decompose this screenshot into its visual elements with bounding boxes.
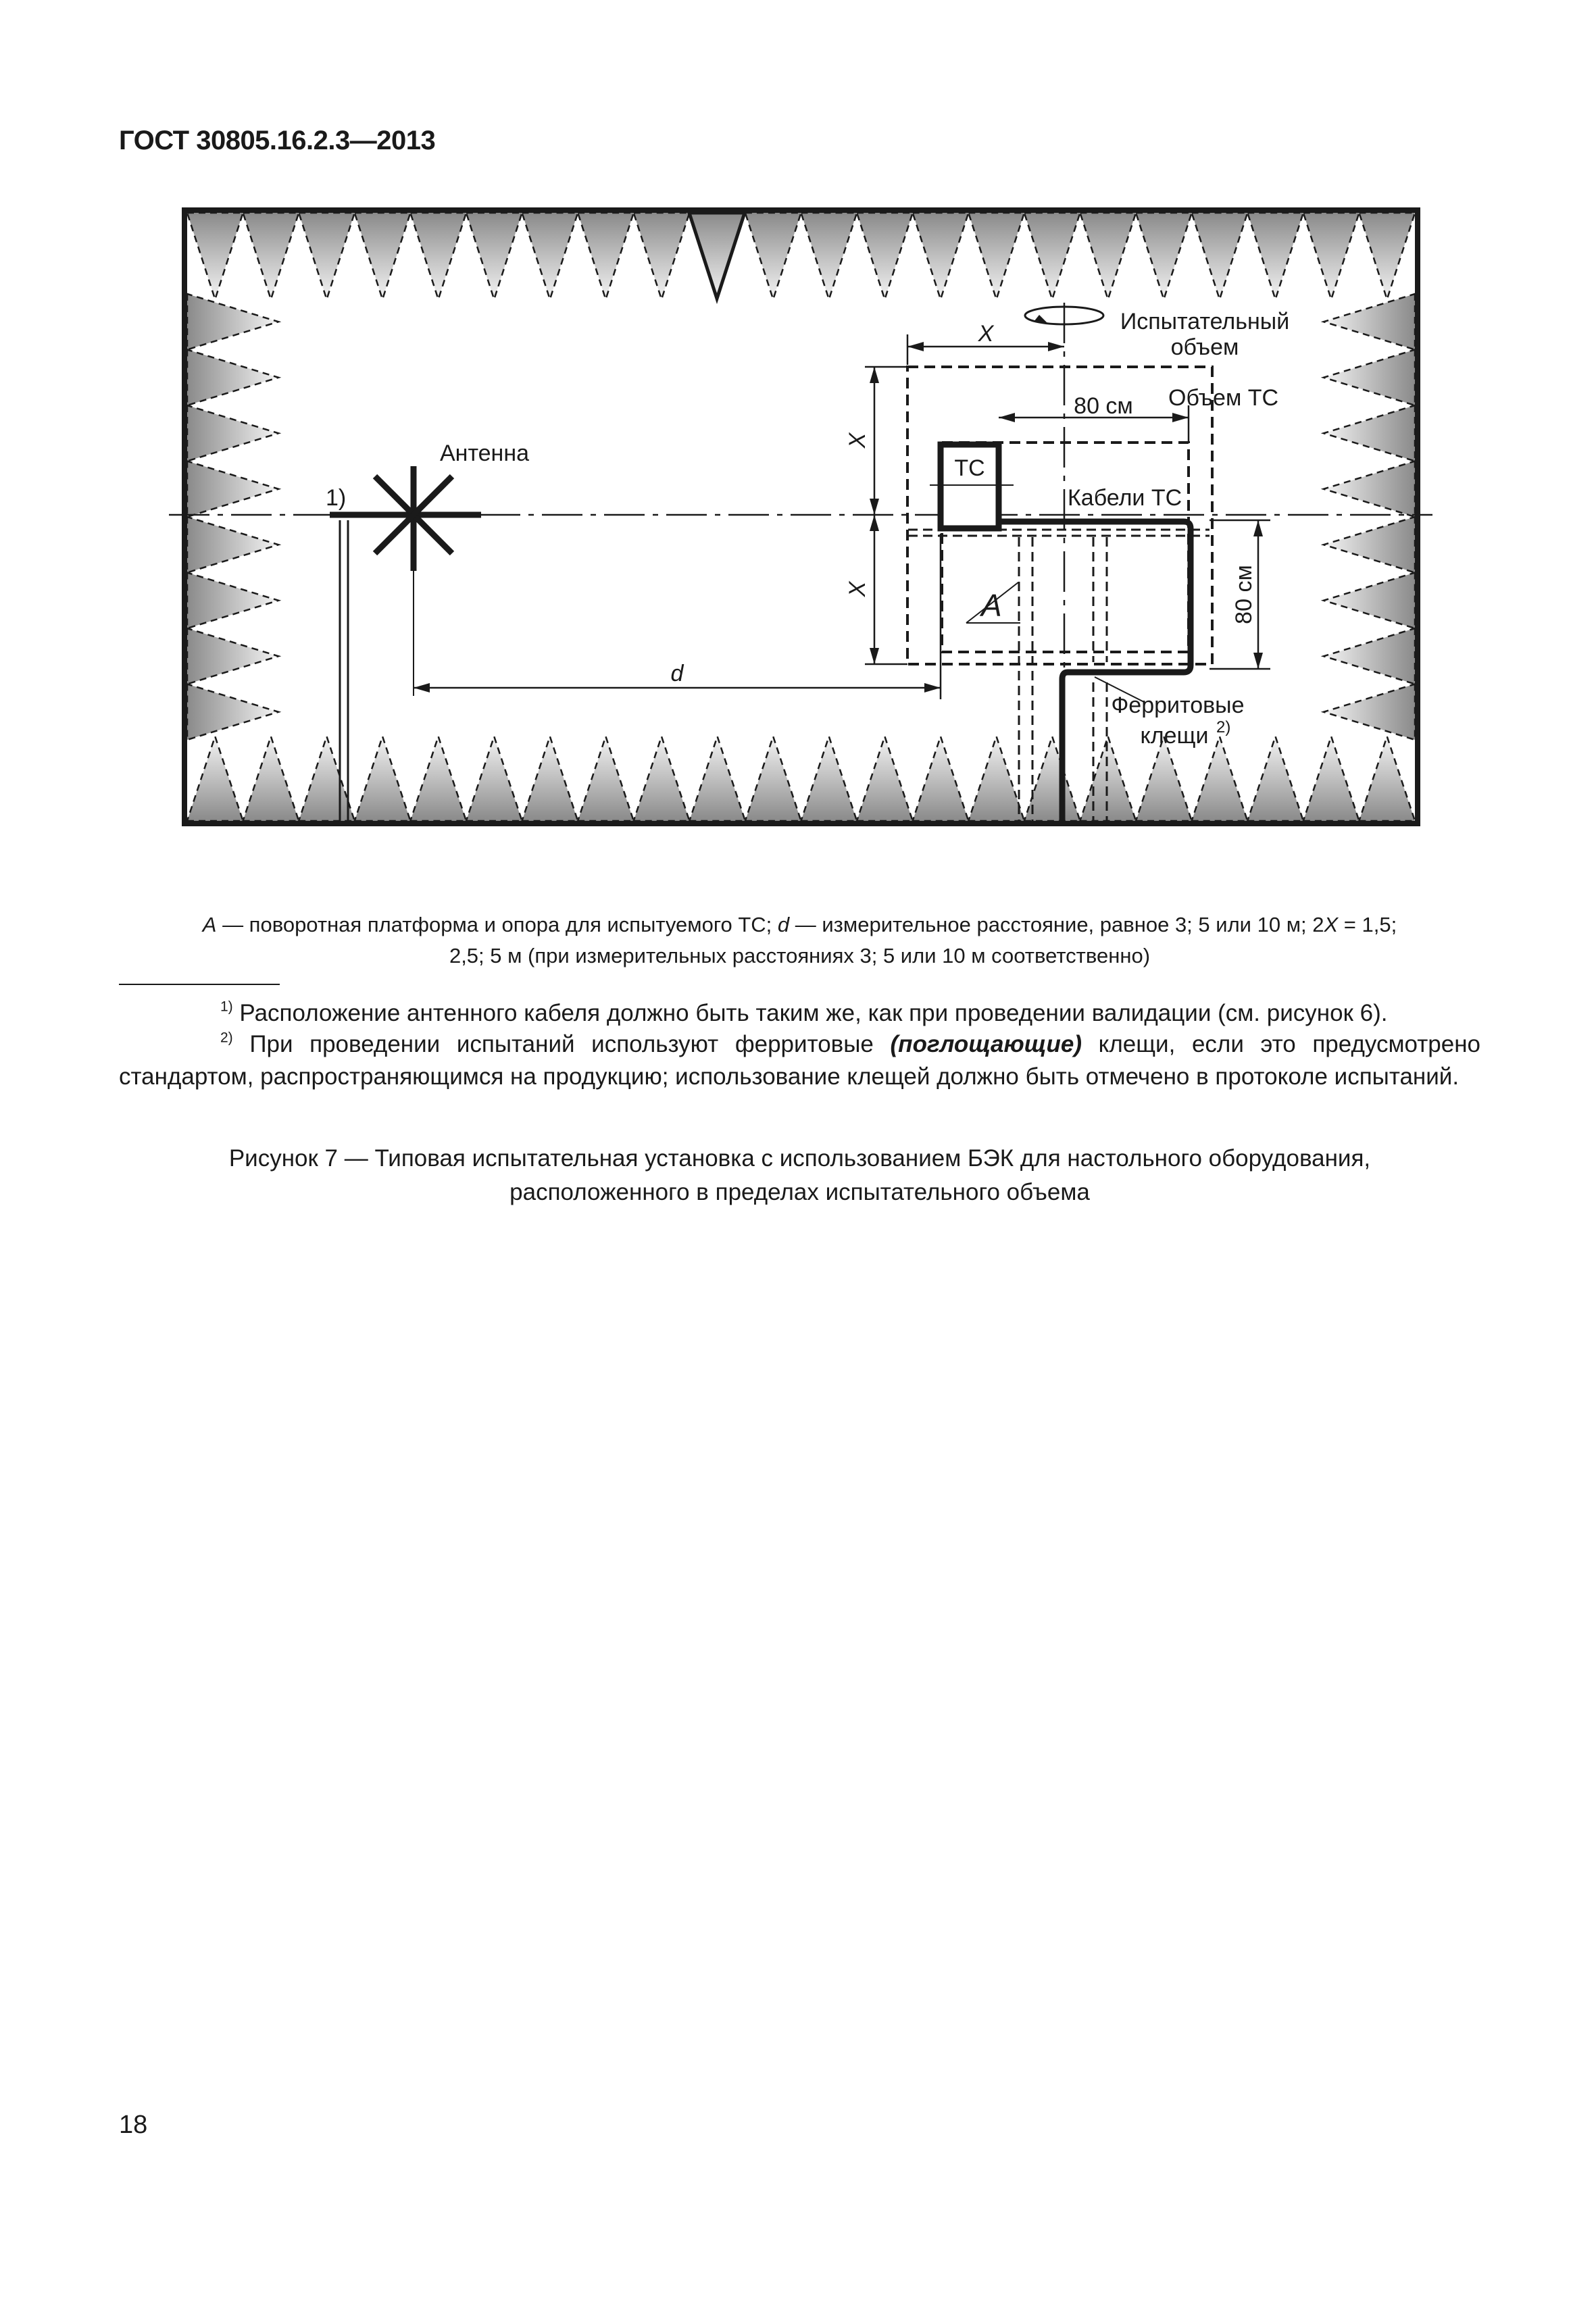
legend-x-text: = 1,5;	[1338, 913, 1397, 936]
absorber-cone	[522, 213, 578, 299]
absorber-cone	[801, 213, 857, 299]
absorber-cone	[578, 213, 634, 299]
absorber-cone	[187, 294, 278, 350]
footnote-1-text: Расположение антенного кабеля должно быть таким же, как при проведении валидации (см. рисунок 6).	[232, 1000, 1388, 1026]
absorber-cone	[187, 684, 278, 740]
absorber-cone	[745, 736, 801, 821]
platform-label: A	[981, 588, 1002, 623]
absorber-cone	[355, 736, 411, 821]
absorber-cone	[689, 736, 745, 821]
antenna-label: Антенна	[440, 441, 530, 466]
absorber-cone	[634, 736, 690, 821]
absorber-cone	[410, 736, 466, 821]
absorber-cone	[187, 350, 278, 406]
caption-line-1: Рисунок 7 — Типовая испытательная установка с использованием БЭК для настольного оборудования,	[228, 1145, 1371, 1172]
figure-legend	[119, 909, 1480, 972]
absorber-cone	[1324, 573, 1415, 629]
eut-volume-label: Объем ТС	[1168, 385, 1279, 411]
ferrite-footnote-marker: 2)	[1216, 718, 1231, 736]
ferrite-label: Ферритовые	[1111, 693, 1245, 718]
absorber-cone	[1324, 461, 1415, 518]
absorber-cone	[187, 461, 278, 518]
absorber-cone	[913, 213, 969, 299]
absorber-cone	[1192, 213, 1248, 299]
absorber-cone	[689, 213, 745, 299]
absorber-cone	[187, 517, 278, 573]
absorber-cone	[1303, 213, 1360, 299]
absorber-cone	[968, 213, 1024, 299]
ferrite-label-2: клещи	[1140, 723, 1209, 749]
absorber-cone	[1324, 684, 1415, 740]
absorber-cone	[1303, 736, 1360, 821]
absorber-cone	[1359, 736, 1415, 821]
eut-box-label: ТС	[954, 455, 985, 481]
absorber-cone	[466, 213, 522, 299]
absorber-cone	[801, 736, 857, 821]
absorber-cone	[355, 213, 411, 299]
footnote-2	[119, 1028, 1480, 1093]
distance-label: d	[670, 661, 684, 686]
absorber-cone	[1359, 213, 1415, 299]
x-top-label: X	[978, 321, 994, 347]
absorber-cone	[187, 213, 243, 299]
test-volume-label: Испытательный	[1120, 309, 1290, 334]
legend-line-2: 2,5; 5 м (при измерительных расстояниях 3; 5 или 10 м соответственно)	[449, 944, 1151, 967]
footnote-2-marker: 2)	[220, 1030, 233, 1046]
absorber-cone	[857, 213, 913, 299]
absorber-cone	[1080, 736, 1136, 821]
page-number: 18	[119, 2111, 148, 2139]
test-setup-figure	[0, 0, 1596, 878]
footnote-2-before: При проведении испытаний используют ферритовые	[232, 1031, 891, 1057]
footnote-1-marker: 1)	[220, 999, 233, 1015]
absorber-cone	[634, 213, 690, 299]
x-side-upper-label: X	[845, 432, 870, 449]
absorber-cone	[578, 736, 634, 821]
legend-d-letter: d	[777, 913, 790, 936]
absorber-cone	[857, 736, 913, 821]
absorber-cone	[466, 736, 522, 821]
footnote-rule	[119, 984, 280, 985]
absorber-cone	[968, 736, 1024, 821]
absorber-cone	[1192, 736, 1248, 821]
legend-line-1	[119, 909, 1480, 940]
absorber-cone	[1324, 350, 1415, 406]
legend-a-text: — поворотная платформа и опора для испытуемого ТС;	[216, 913, 778, 936]
absorber-cone	[1247, 736, 1303, 821]
footnote-2-after: клещи, если это предусмотрено стандартом, распространяющимся на продукцию; использование клещей должно быть отмечено в протоколе испытаний.	[119, 1031, 1480, 1090]
absorber-cone	[299, 213, 355, 299]
absorber-cone	[1324, 294, 1415, 350]
footnote-2-emphasis: (поглощающие)	[890, 1031, 1082, 1057]
caption-line-2: расположенного в пределах испытательного объема	[509, 1179, 1090, 1205]
absorber-cone	[1324, 517, 1415, 573]
absorber-cone	[1247, 213, 1303, 299]
absorber-cone	[187, 405, 278, 461]
figure-caption	[119, 1142, 1480, 1209]
footnote-1	[119, 997, 1480, 1030]
absorber-cone	[187, 736, 243, 821]
test-volume-label-2: объем	[1170, 334, 1239, 360]
absorber-cone	[1324, 405, 1415, 461]
absorber-cone	[745, 213, 801, 299]
absorber-cone	[522, 736, 578, 821]
legend-d-text: — измерительное расстояние, равное 3; 5 или 10 м; 2	[789, 913, 1324, 936]
document-header: ГОСТ 30805.16.2.3—2013	[119, 126, 436, 155]
note1-marker-label: 1)	[326, 485, 347, 511]
legend-x-letter: X	[1324, 913, 1339, 936]
absorber-cone	[187, 628, 278, 684]
absorber-cone	[1136, 213, 1192, 299]
table-leg	[1019, 537, 1032, 821]
eut-cables-label: Кабели ТС	[1068, 485, 1182, 511]
absorber-cone	[243, 736, 299, 821]
cm80-horizontal-label: 80 см	[1074, 393, 1133, 419]
legend-a-letter: A	[202, 913, 217, 936]
absorber-cone	[913, 736, 969, 821]
absorber-cone	[299, 736, 355, 821]
absorber-cone	[1024, 213, 1080, 299]
x-side-lower-label: X	[845, 581, 870, 597]
absorber-cone	[187, 573, 278, 629]
antenna-symbol	[330, 466, 481, 571]
absorber-cone	[410, 213, 466, 299]
cm80-vertical-label: 80 см	[1231, 565, 1257, 624]
absorber-cone	[1324, 628, 1415, 684]
absorber-cone	[243, 213, 299, 299]
absorber-cone	[1080, 213, 1136, 299]
absorber-cone	[1136, 736, 1192, 821]
